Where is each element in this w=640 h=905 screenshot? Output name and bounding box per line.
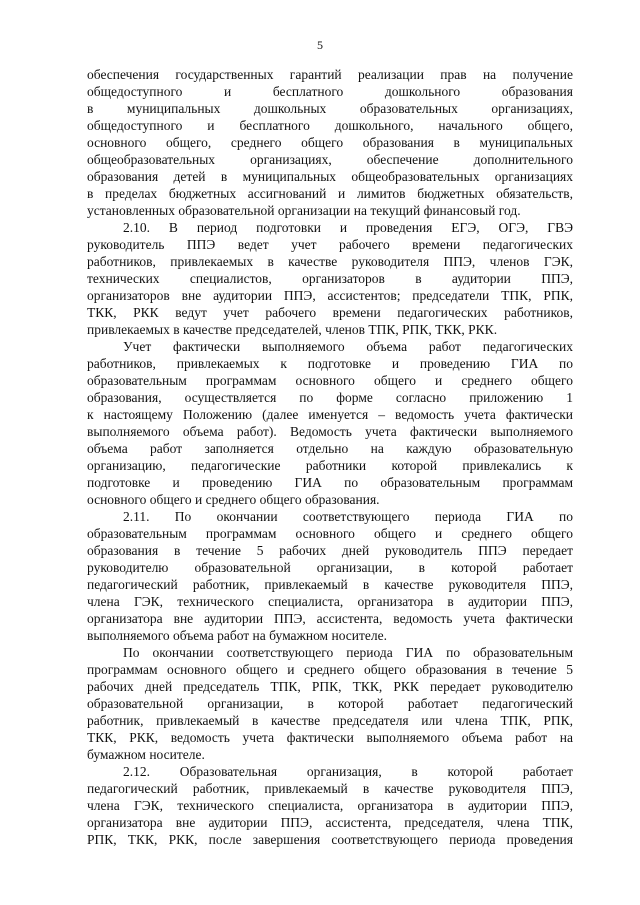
text-line: организатора вне аудитории ППЭ, ассистента, председателя, члена ТПК, — [87, 815, 573, 830]
text-line: образовательным программам основного общего и среднего общего — [87, 373, 573, 388]
text-line: РПК, ТКК, РКК, после завершения соответствующего периода проведения — [87, 832, 573, 847]
document-body — [87, 66, 573, 848]
text-line: основного общего, среднего общего образования в муниципальных — [87, 135, 573, 150]
text-line: члена ГЭК, технического специалиста, организатора в аудитории ППЭ, — [87, 798, 573, 813]
text-line: образования детей в муниципальных общеобразовательных организациях — [87, 169, 573, 184]
paragraph-p3 — [87, 338, 573, 508]
paragraph-p5 — [87, 644, 573, 763]
text-line: работников, привлекаемых к подготовке и проведению ГИА по — [87, 356, 573, 371]
text-line: руководителю образовательной организации, в которой работает — [87, 560, 573, 575]
text-line: в пределах бюджетных ассигнований и лимитов бюджетных обязательств, — [87, 186, 573, 201]
text-line: ТКК, РКК, ведомость учета фактически выполняемого объема работ на — [87, 730, 573, 745]
paragraph-p1 — [87, 66, 573, 219]
text-line: к настоящему Положению (далее именуется – ведомость учета фактически — [87, 407, 573, 422]
text-line: бумажном носителе. — [87, 747, 205, 762]
text-line: обеспечения государственных гарантий реализации прав на получение — [87, 67, 573, 82]
text-line: образовательной организации, в которой работает педагогический — [87, 696, 573, 711]
text-line: выполняемого объема работ на бумажном носителе. — [87, 628, 387, 643]
text-line: объема работ заполняется отдельно на каждую образовательную — [87, 441, 573, 456]
text-line: Учет фактически выполняемого объема работ педагогических — [123, 339, 573, 354]
text-line: По окончании соответствующего периода ГИА по образовательным — [123, 645, 573, 660]
text-line: технических специалистов, организаторов в аудитории ППЭ, — [87, 271, 573, 286]
text-line: работник, привлекаемый в качестве председателя или члена ТПК, РПК, — [87, 713, 573, 728]
text-line: работников, привлекаемых в качестве руководителя ППЭ, членов ГЭК, — [87, 254, 573, 269]
text-line: основного общего и среднего общего образования. — [87, 492, 380, 507]
text-line: выполняемого объема работ). Ведомость учета фактически выполняемого — [87, 424, 573, 439]
page-number: 5 — [317, 38, 323, 52]
text-line: ТКК, РКК ведут учет рабочего времени педагогических работников, — [87, 305, 573, 320]
text-line: образовательным программам основного общего и среднего общего — [87, 526, 573, 541]
text-line: 2.12. Образовательная организация, в которой работает — [123, 764, 573, 779]
paragraph-p6 — [87, 763, 573, 848]
text-line: образования, осуществляется по форме согласно приложению 1 — [87, 390, 573, 405]
text-line: организатора вне аудитории ППЭ, ассистента, ведомость учета фактически — [87, 611, 573, 626]
text-line: общедоступного и бесплатного дошкольного образования — [87, 84, 573, 99]
paragraph-p2 — [87, 219, 573, 338]
text-line: в муниципальных дошкольных образовательных организациях, — [87, 101, 573, 116]
text-line: общедоступного и бесплатного дошкольного, начального общего, — [87, 118, 573, 133]
text-line: руководитель ППЭ ведет учет рабочего времени педагогических — [87, 237, 573, 252]
text-line: 2.11. По окончании соответствующего периода ГИА по — [123, 509, 573, 524]
text-line: привлекаемых в качестве председателей, членов ТПК, РПК, ТКК, РКК. — [87, 322, 498, 337]
text-line: общеобразовательных организациях, обеспечение дополнительного — [87, 152, 573, 167]
text-line: члена ГЭК, технического специалиста, организатора в аудитории ППЭ, — [87, 594, 573, 609]
text-line: установленных образовательной организации на текущий финансовый год. — [87, 203, 521, 218]
text-line: образования в течение 5 рабочих дней руководитель ППЭ передает — [87, 543, 573, 558]
text-line: организацию, педагогические работники которой привлекались к — [87, 458, 573, 473]
text-line: программам основного общего и среднего общего образования в течение 5 — [87, 662, 573, 677]
text-line: подготовке и проведению ГИА по образовательным программам — [87, 475, 573, 490]
text-line: 2.10. В период подготовки и проведения ЕГЭ, ОГЭ, ГВЭ — [123, 220, 573, 235]
text-line: организаторов вне аудитории ППЭ, ассистентов; председатели ТПК, РПК, — [87, 288, 573, 303]
text-line: рабочих дней председатель ТПК, РПК, ТКК, РКК передает руководителю — [87, 679, 573, 694]
paragraph-p4 — [87, 508, 573, 644]
text-line: педагогический работник, привлекаемый в качестве руководителя ППЭ, — [87, 781, 573, 796]
text-line: педагогический работник, привлекаемый в качестве руководителя ППЭ, — [87, 577, 573, 592]
